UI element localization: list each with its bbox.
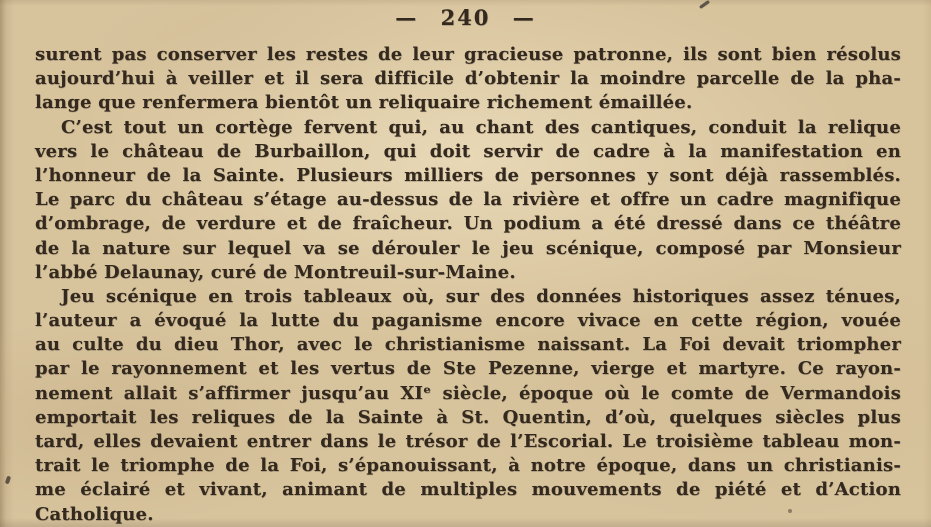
text-line: par le rayonnement et les vertus de Ste Pezenne, vierge et martyre. Ce rayon- xyxy=(35,358,901,380)
page-number-header: — 240 — xyxy=(395,5,536,30)
ink-speck xyxy=(788,509,792,513)
text-line: surent pas conserver les restes de leur gracieuse patronne, ils sont bien résolus xyxy=(35,44,901,65)
text-line: au culte du dieu Thor, avec le christianisme naissant. La Foi devait triompher xyxy=(35,334,901,356)
text-line: me éclairé et vivant, animant de multiples mouvements de piété et d’Action xyxy=(35,479,901,501)
text-line: aujourd’hui à veiller et il sera difficile d’obtenir la moindre parcelle de la pha- xyxy=(35,68,901,90)
text-line: l’auteur a évoqué la lutte du paganisme encore vivace en cette région, vouée xyxy=(35,310,901,332)
ink-speck xyxy=(5,476,11,485)
text-line: Catholique. xyxy=(35,503,154,525)
text-line: l’honneur de la Sainte. Plusieurs milliers de personnes y sont déjà rassemblés. xyxy=(35,164,901,186)
text-line: trait le triomphe de la Foi, s’épanouissant, à notre époque, dans un christianis- xyxy=(35,455,901,477)
text-line: lange que renfermera bientôt un reliquaire richement émaillée. xyxy=(35,92,693,114)
text-line: C’est tout un cortège fervent qui, au chant des cantiques, conduit la relique xyxy=(61,116,901,138)
text-line: nement allait s’affirmer jusqu’au XIᵉ siècle, époque où le comte de Vermandois xyxy=(35,382,901,404)
text-line: emportait les reliques de la Sainte à St. Quentin, d’où, quelques siècles plus xyxy=(35,406,901,428)
text-line: Jeu scénique en trois tableaux où, sur des données historiques assez ténues, xyxy=(61,285,901,307)
text-line: l’abbé Delaunay, curé de Montreuil-sur-Maine. xyxy=(35,261,516,283)
text-line: vers le château de Burbaillon, qui doit servir de cadre à la manifestation en xyxy=(35,140,901,162)
text-line: d’ombrage, de verdure et de fraîcheur. Un podium a été dressé dans ce théâtre xyxy=(35,213,901,235)
page-body xyxy=(35,43,901,527)
text-line: de la nature sur lequel va se dérouler le jeu scénique, composé par Monsieur xyxy=(35,237,901,259)
text-line: tard, elles devaient entrer dans le trésor de l’Escorial. Le troisième tableau mon- xyxy=(35,431,901,452)
text-line: Le parc du château s’étage au-dessus de la rivière et offre un cadre magnifique xyxy=(35,189,901,211)
